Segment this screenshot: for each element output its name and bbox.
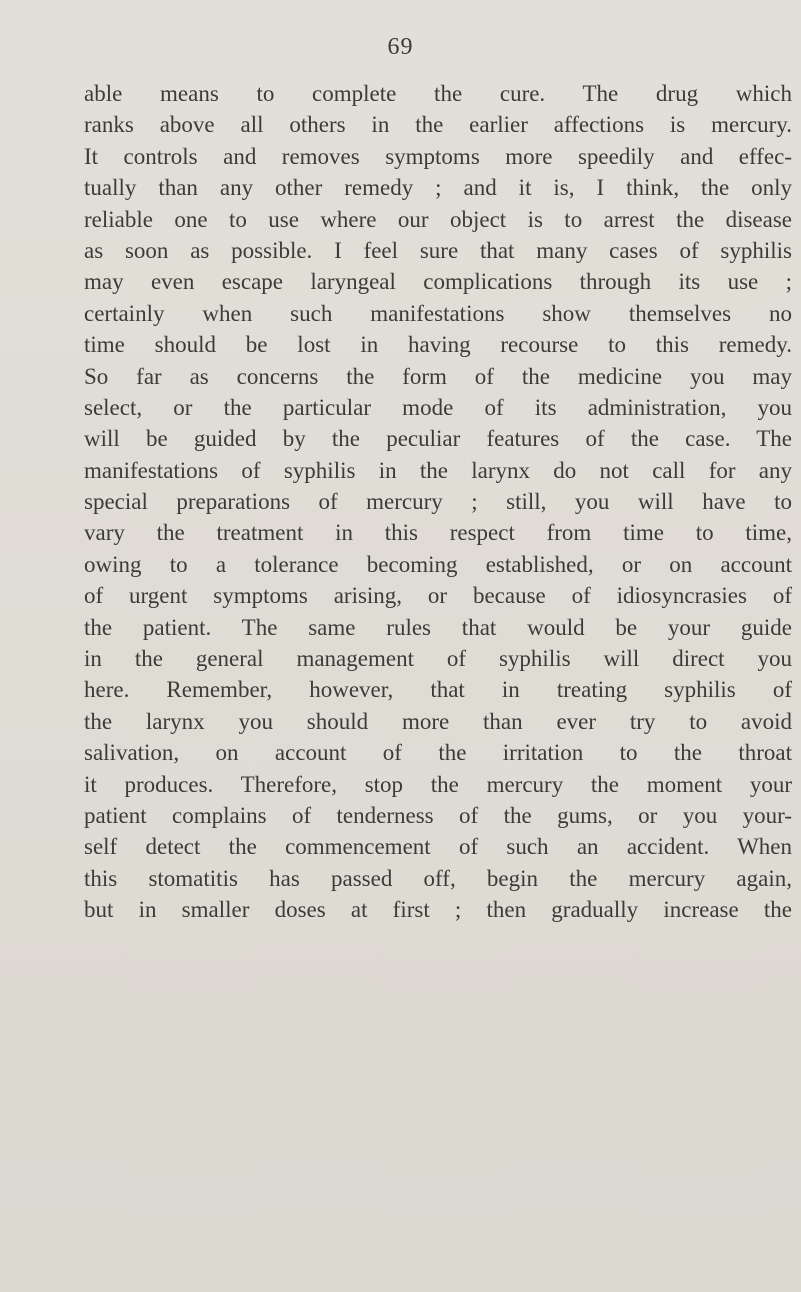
text-line: this stomatitis has passed off, begin the mercury again,: [84, 865, 792, 891]
text-line: of urgent symptoms arising, or because of idiosyncrasies of: [84, 583, 792, 609]
text-line: the patient. The same rules that would be your guide: [84, 614, 792, 640]
text-line: in the general management of syphilis will direct you: [84, 646, 792, 672]
text-line: self detect the commencement of such an accident. When: [84, 834, 792, 860]
text-line: It controls and removes symptoms more speedily and effec-: [84, 143, 792, 169]
text-line: salivation, on account of the irritation to the throat: [84, 740, 792, 766]
text-line: patient complains of tenderness of the gums, or you your-: [84, 802, 792, 828]
text-line: able means to complete the cure. The drug which: [84, 81, 792, 106]
text-line: vary the treatment in this respect from time to time,: [84, 520, 792, 546]
text-line: special preparations of mercury ; still, you will have to: [84, 489, 792, 515]
text-line: it produces. Therefore, stop the mercury the moment your: [84, 771, 792, 797]
text-line: manifestations of syphilis in the larynx do not call for any: [84, 457, 792, 483]
text-line: but in smaller doses at first ; then gradually increase the: [84, 897, 792, 923]
text-line: the larynx you should more than ever try to avoid: [84, 708, 792, 734]
text-line: as soon as possible. I feel sure that many cases of syphilis: [84, 237, 792, 263]
text-line: tually than any other remedy ; and it is, I think, the only: [84, 175, 792, 201]
text-line: owing to a tolerance becoming established, or on account: [84, 551, 792, 577]
text-line: time should be lost in having recourse to this remedy.: [84, 332, 792, 358]
text-line: So far as concerns the form of the medicine you may: [84, 363, 792, 389]
body-text: [84, 78, 792, 926]
text-line: reliable one to use where our object is to arrest the disease: [84, 206, 792, 232]
text-line: will be guided by the peculiar features of the case. The: [84, 426, 792, 452]
text-line: ranks above all others in the earlier affections is mercury.: [84, 112, 792, 138]
page-number: 69: [387, 34, 414, 60]
text-line: certainly when such manifestations show themselves no: [84, 300, 792, 326]
text-line: may even escape laryngeal complications through its use ;: [84, 269, 792, 295]
text-line: here. Remember, however, that in treating syphilis of: [84, 677, 792, 703]
text-line: select, or the particular mode of its administration, you: [84, 394, 792, 420]
